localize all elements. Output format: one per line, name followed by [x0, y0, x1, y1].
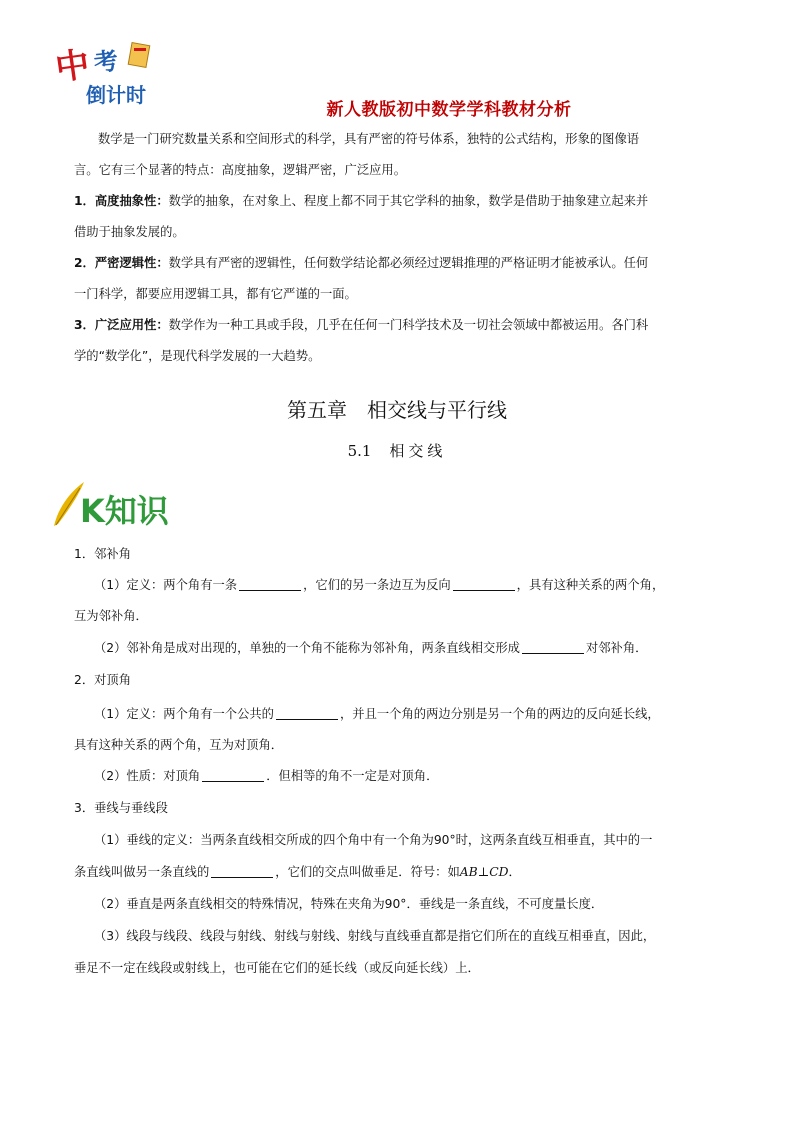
trait-1-line-1 [74, 186, 724, 217]
trait-3-text: 数学作为一种工具或手段，几乎在任何一门科学技术及一切社会领域中都被运用。各门科 [168, 318, 649, 332]
perpendicular-symbol: AB⊥CD [459, 865, 509, 879]
section-title [0, 440, 794, 461]
logo-countdown-text: 倒计时 [86, 83, 146, 107]
perpendicular-note-line: （2）垂直是两条直线相交的特殊情况，特殊在夹角为90°．垂线是一条直线，不可度量长度． [94, 897, 604, 911]
trait-1-line-2: 借助于抽象发展的。 [74, 225, 185, 239]
intro-line-2: 言。它有三个显著的特点：高度抽象，逻辑严密，广泛应用。 [74, 163, 407, 177]
perpendicular-def-line: （1）垂线的定义：当两条直线相交所成的四个角中有一个角为90°时，这两条直线互相垂直，其中的一 [94, 833, 653, 847]
heading-adjacent-angles: 1．邻补角 [74, 547, 132, 561]
fill-blank [239, 578, 301, 591]
adjacent-note-line: （2）邻补角是成对出现的，单独的一个角不能称为邻补角，两条直线相交形成 对邻补角． [94, 641, 648, 655]
banner-text: K知识 [80, 492, 169, 530]
section-number: 5.1 [347, 442, 372, 460]
intro-section [74, 124, 724, 372]
adjacent-def-cont: 互为邻补角． [74, 609, 148, 623]
fill-blank [453, 578, 515, 591]
trait-3-line-2: 学的“数学化”，是现代科学发展的一大趋势。 [74, 349, 321, 363]
trait-3-label: 3．广泛应用性： [74, 318, 169, 332]
section-name: 相交线 [389, 442, 447, 460]
fill-blank [276, 707, 338, 720]
trait-1-label: 1．高度抽象性： [74, 194, 169, 208]
heading-perpendicular: 3．垂线与垂线段 [74, 801, 168, 815]
perpendicular-segments-cont: 垂足不一定在线段或射线上，也可能在它们的延长线（或反向延长线）上． [74, 961, 480, 975]
intro-line-1: 数学是一门研究数量关系和空间形式的科学，具有严密的符号体系，独特的公式结构，形象的图像语 [98, 132, 640, 146]
trait-2-line-1 [74, 248, 724, 279]
adjacent-def-line: （1）定义：两个角有一条 ，它们的另一条边互为反向 ，具有这种关系的两个角， [94, 578, 665, 592]
logo-char-kao: 考 [92, 46, 120, 78]
perpendicular-def-cont: 条直线叫做另一条直线的 ，它们的交点叫做垂足．符号：如AB⊥CD． [74, 865, 521, 879]
trait-2-label: 2．严密逻辑性： [74, 256, 169, 270]
document-title: 新人教版初中数学学科教材分析 [326, 100, 572, 120]
vertical-property-line: （2）性质：对顶角 ．但相等的角不一定是对顶角． [94, 769, 439, 783]
vertical-def-line: （1）定义：两个角有一个公共的 ，并且一个角的两边分别是另一个角的两边的反向延长线， [94, 707, 660, 721]
fill-blank [522, 641, 584, 654]
logo-char-zhong: 中 [52, 44, 93, 89]
trait-2-line-2: 一门科学，都要应用逻辑工具，都有它严谨的一面。 [74, 287, 357, 301]
fill-blank [211, 865, 273, 878]
knowledge-banner [44, 478, 194, 530]
fill-blank [202, 769, 264, 782]
chapter-title: 第五章 相交线与平行线 [287, 398, 507, 422]
perpendicular-segments-line: （3）线段与线段、线段与射线、射线与射线、射线与直线垂直都是指它们所在的直线互相垂直，因此， [94, 929, 656, 943]
heading-vertical-angles: 2．对顶角 [74, 673, 132, 687]
trait-1-text: 数学的抽象，在对象上、程度上都不同于其它学科的抽象，数学是借助于抽象建立起来并 [168, 194, 649, 208]
vertical-def-cont: 具有这种关系的两个角，互为对顶角． [74, 738, 284, 752]
trait-3-line-1 [74, 310, 724, 341]
trait-2-text: 数学具有严密的逻辑性，任何数学结论都必须经过逻辑推理的严格证明才能被承认。任何 [168, 256, 649, 270]
